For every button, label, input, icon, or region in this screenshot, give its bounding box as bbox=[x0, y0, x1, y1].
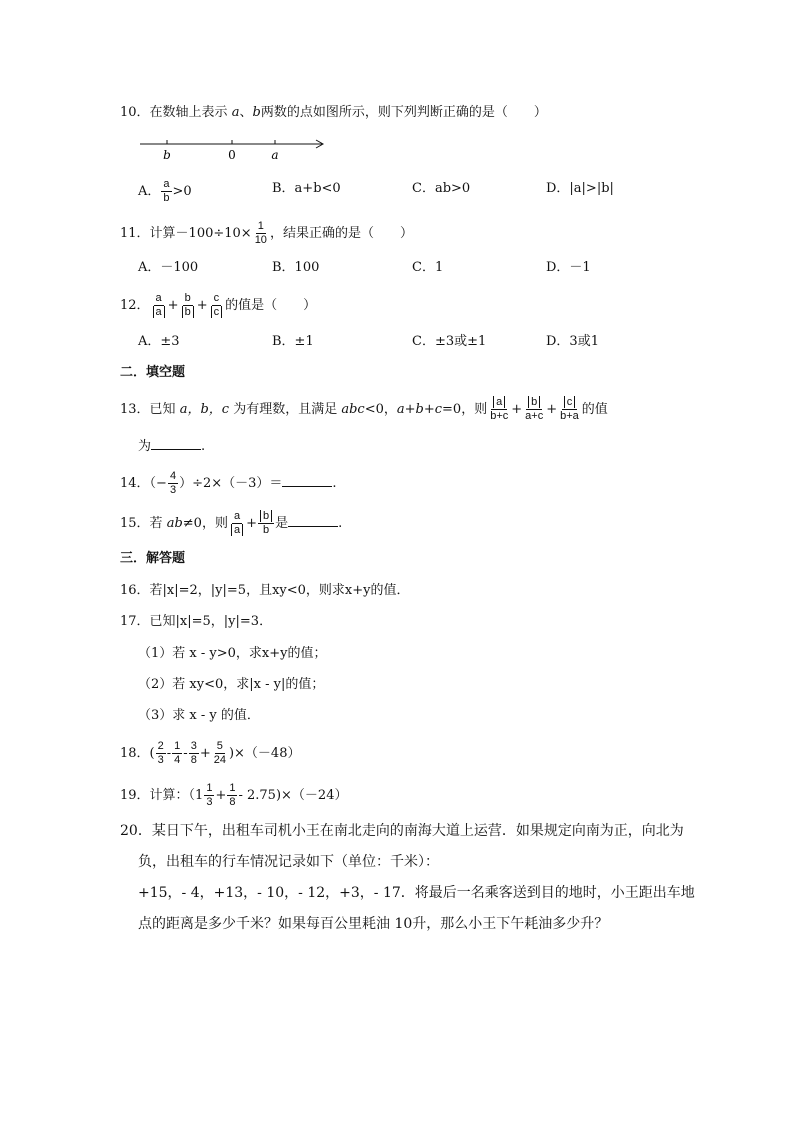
section-heading-fill-in: 二．填空题 bbox=[120, 365, 186, 380]
abs-value: b bbox=[260, 510, 272, 522]
q14-end: . bbox=[332, 476, 337, 491]
q12-stem-post: 的值是（ ） bbox=[225, 298, 317, 313]
q19-tail: - 2.75)×（－24） bbox=[238, 788, 348, 803]
plus-sign: + bbox=[196, 298, 208, 313]
q14-stem bbox=[120, 470, 337, 497]
q19-fraction-2 bbox=[227, 782, 237, 809]
q13-stem-pre: 已知 bbox=[149, 402, 176, 417]
q13-cond2-tail: =0，则 bbox=[442, 402, 488, 417]
answer-blank[interactable] bbox=[288, 514, 338, 527]
q12-option-b: B．±1 bbox=[272, 334, 314, 349]
q12-fraction-1 bbox=[151, 292, 167, 319]
frac-den: 3 bbox=[206, 796, 213, 808]
frac-den: b bbox=[163, 192, 170, 204]
q10-option-a-fraction bbox=[161, 178, 171, 205]
q11-number: 11． bbox=[120, 226, 150, 241]
frac-den: 24 bbox=[213, 754, 226, 766]
frac-num bbox=[526, 396, 542, 410]
q13-line2 bbox=[138, 437, 205, 456]
abs-value: a bbox=[153, 306, 165, 318]
q17-part-3: （3）求 x - y 的值． bbox=[138, 708, 260, 723]
frac-den: 3 bbox=[157, 754, 164, 766]
frac-den bbox=[180, 306, 196, 319]
q10-option-a bbox=[138, 178, 192, 205]
q13-vars: a，b，c bbox=[179, 402, 230, 417]
q13-cond1: abc bbox=[341, 402, 365, 417]
q13-cond1-tail: <0， bbox=[364, 402, 397, 417]
number-line-figure bbox=[140, 136, 330, 166]
q10-option-a-tail: >0 bbox=[172, 184, 192, 199]
q14-fraction bbox=[168, 470, 178, 497]
answer-blank[interactable] bbox=[282, 474, 332, 487]
abs-value: c bbox=[211, 306, 223, 318]
q13-fraction-2 bbox=[523, 396, 545, 423]
frac-num: 5 bbox=[216, 740, 223, 752]
q15-fraction-2 bbox=[258, 510, 274, 537]
q20-line-2: 负，出租车的行车情况记录如下（单位：千米）： bbox=[138, 854, 439, 870]
frac-den bbox=[151, 306, 167, 319]
q12-stem bbox=[120, 292, 316, 319]
plus-sign: + bbox=[246, 516, 257, 531]
minus-sign: - bbox=[183, 746, 188, 761]
q19-stem bbox=[120, 782, 347, 809]
q18-fraction-2 bbox=[172, 740, 182, 767]
frac-den bbox=[209, 306, 225, 319]
abs-value: a bbox=[231, 524, 243, 536]
frac-num: 1 bbox=[257, 220, 264, 232]
q19-fraction-1 bbox=[204, 782, 214, 809]
plus-sign: + bbox=[511, 402, 523, 417]
q15-number: 15． bbox=[120, 516, 150, 531]
label-0: 0 bbox=[228, 148, 236, 162]
q18-fraction-4 bbox=[212, 740, 228, 767]
frac-den: 8 bbox=[190, 754, 197, 766]
frac-den: b+c bbox=[490, 410, 509, 422]
frac-num: a bbox=[163, 178, 170, 190]
frac-num: 1 bbox=[206, 782, 213, 794]
frac-num: 1 bbox=[174, 740, 181, 752]
section-heading-solve: 三．解答题 bbox=[120, 551, 186, 566]
q11-fraction bbox=[253, 220, 269, 247]
q15-stem-pre: 若 bbox=[149, 516, 163, 531]
frac-num: 4 bbox=[169, 470, 177, 482]
q12-fraction-3 bbox=[209, 292, 225, 319]
q10-option-d: D．|a|>|b| bbox=[546, 181, 614, 196]
q12-fraction-2 bbox=[180, 292, 196, 319]
plus-sign: + bbox=[167, 298, 179, 313]
q12-option-c: C．±3或±1 bbox=[412, 334, 487, 349]
frac-num: a bbox=[155, 292, 162, 304]
frac-num: c bbox=[213, 292, 220, 304]
q10-var-a: a bbox=[231, 105, 240, 120]
q13-cond2: a+b+c bbox=[396, 402, 443, 417]
q18-fraction-3 bbox=[189, 740, 199, 767]
q13-number: 13． bbox=[120, 402, 150, 417]
q10-option-b: B．a+b<0 bbox=[272, 181, 341, 196]
label-a: a bbox=[271, 148, 279, 162]
frac-den: b bbox=[262, 524, 270, 536]
frac-den: 4 bbox=[174, 754, 181, 766]
q13-stem bbox=[120, 396, 608, 423]
frac-den bbox=[229, 524, 245, 537]
abs-value: a bbox=[493, 396, 505, 408]
q12-number: 12． bbox=[120, 298, 150, 313]
q11-stem bbox=[120, 220, 413, 247]
q11-option-c: C．1 bbox=[412, 260, 444, 275]
q10-stem bbox=[120, 104, 547, 122]
abs-value: c bbox=[564, 396, 576, 408]
q10-sep: 、 bbox=[239, 105, 253, 120]
q20-line-3: +15，- 4，+13，- 10，- 12，+3，- 17．将最后一名乘客送到目的地时，小王距出车地 bbox=[138, 885, 695, 901]
q15-stem bbox=[120, 510, 342, 537]
q18-number: 18．( bbox=[120, 746, 155, 761]
q10-stem-pre: 在数轴上表示 bbox=[149, 105, 228, 120]
q13-end: . bbox=[201, 439, 206, 454]
plus-sign: + bbox=[546, 402, 558, 417]
q18-stem bbox=[120, 740, 300, 767]
answer-blank[interactable] bbox=[151, 437, 201, 450]
frac-den: 3 bbox=[169, 484, 177, 496]
q11-stem-post: ，结果正确的是（ ） bbox=[269, 226, 413, 241]
q14-rest: ）÷2×（－3）＝ bbox=[179, 476, 283, 491]
q13-line2-text: 为 bbox=[138, 439, 152, 454]
q18-fraction-1 bbox=[156, 740, 166, 767]
q15-cond: ab bbox=[166, 516, 183, 531]
q14-number: 14． bbox=[120, 476, 150, 491]
frac-num bbox=[562, 396, 578, 410]
abs-value: b bbox=[182, 306, 194, 318]
label-b: b bbox=[163, 148, 171, 162]
frac-den: a+c bbox=[525, 410, 544, 422]
frac-den: 8 bbox=[229, 796, 236, 808]
q15-stem-post: 是 bbox=[275, 516, 289, 531]
q19-number: 19．计算：（1 bbox=[120, 788, 204, 803]
q13-fraction-1 bbox=[488, 396, 510, 423]
frac-num: b bbox=[184, 292, 191, 304]
q20-line-1: 20．某日下午，出租车司机小王在南北走向的南海大道上运营．如果规定向南为正，向北为 bbox=[120, 823, 684, 839]
q13-fraction-3 bbox=[558, 396, 581, 423]
frac-num: a bbox=[233, 510, 241, 522]
frac-num bbox=[491, 396, 507, 410]
q11-option-d: D．－1 bbox=[546, 260, 591, 275]
q14-open: （− bbox=[149, 476, 167, 491]
q15-fraction-1 bbox=[229, 510, 245, 537]
q10-option-c: C．ab>0 bbox=[412, 181, 471, 196]
abs-value: b bbox=[528, 396, 540, 408]
q20-line-4: 点的距离是多少千米？如果每百公里耗油 10升，那么小王下午耗油多少升？ bbox=[138, 916, 609, 932]
q15-cond-tail: ≠0，则 bbox=[182, 516, 228, 531]
q11-option-a: A．－100 bbox=[138, 260, 199, 275]
frac-num bbox=[258, 510, 274, 524]
plus-sign: + bbox=[215, 788, 227, 803]
q13-stem-mid: 为有理数，且满足 bbox=[233, 402, 338, 417]
q13-stem-post: 的值 bbox=[581, 402, 608, 417]
q12-option-d: D．3或1 bbox=[546, 334, 599, 349]
frac-num: 1 bbox=[229, 782, 236, 794]
q10-var-b: b bbox=[252, 105, 261, 120]
q10-stem-post: 两数的点如图所示，则下列判断正确的是（ ） bbox=[260, 105, 547, 120]
q12-option-a: A．±3 bbox=[138, 334, 180, 349]
q17-stem: 17．已知|x|=5，|y|=3． bbox=[120, 614, 273, 629]
minus-sign: - bbox=[166, 746, 172, 761]
frac-den: b+a bbox=[560, 410, 579, 422]
q17-part-1: （1）若 x - y>0，求x+y的值； bbox=[138, 646, 327, 661]
q11-option-b: B．100 bbox=[272, 260, 320, 275]
q15-end: . bbox=[338, 516, 343, 531]
frac-den: 10 bbox=[254, 234, 267, 246]
q10-option-a-prefix: A． bbox=[138, 184, 161, 199]
q10-number: 10． bbox=[120, 105, 150, 120]
q16-stem: 16．若|x|=2，|y|=5，且xy<0，则求x+y的值． bbox=[120, 583, 410, 598]
frac-num: 2 bbox=[157, 740, 164, 752]
q11-stem-pre: 计算－100÷10× bbox=[149, 226, 252, 241]
q18-tail: )×（－48） bbox=[228, 746, 301, 761]
q17-part-2: （2）若 xy<0，求|x - y|的值； bbox=[138, 677, 325, 692]
plus-sign: + bbox=[199, 746, 211, 761]
frac-num: 3 bbox=[190, 740, 197, 752]
